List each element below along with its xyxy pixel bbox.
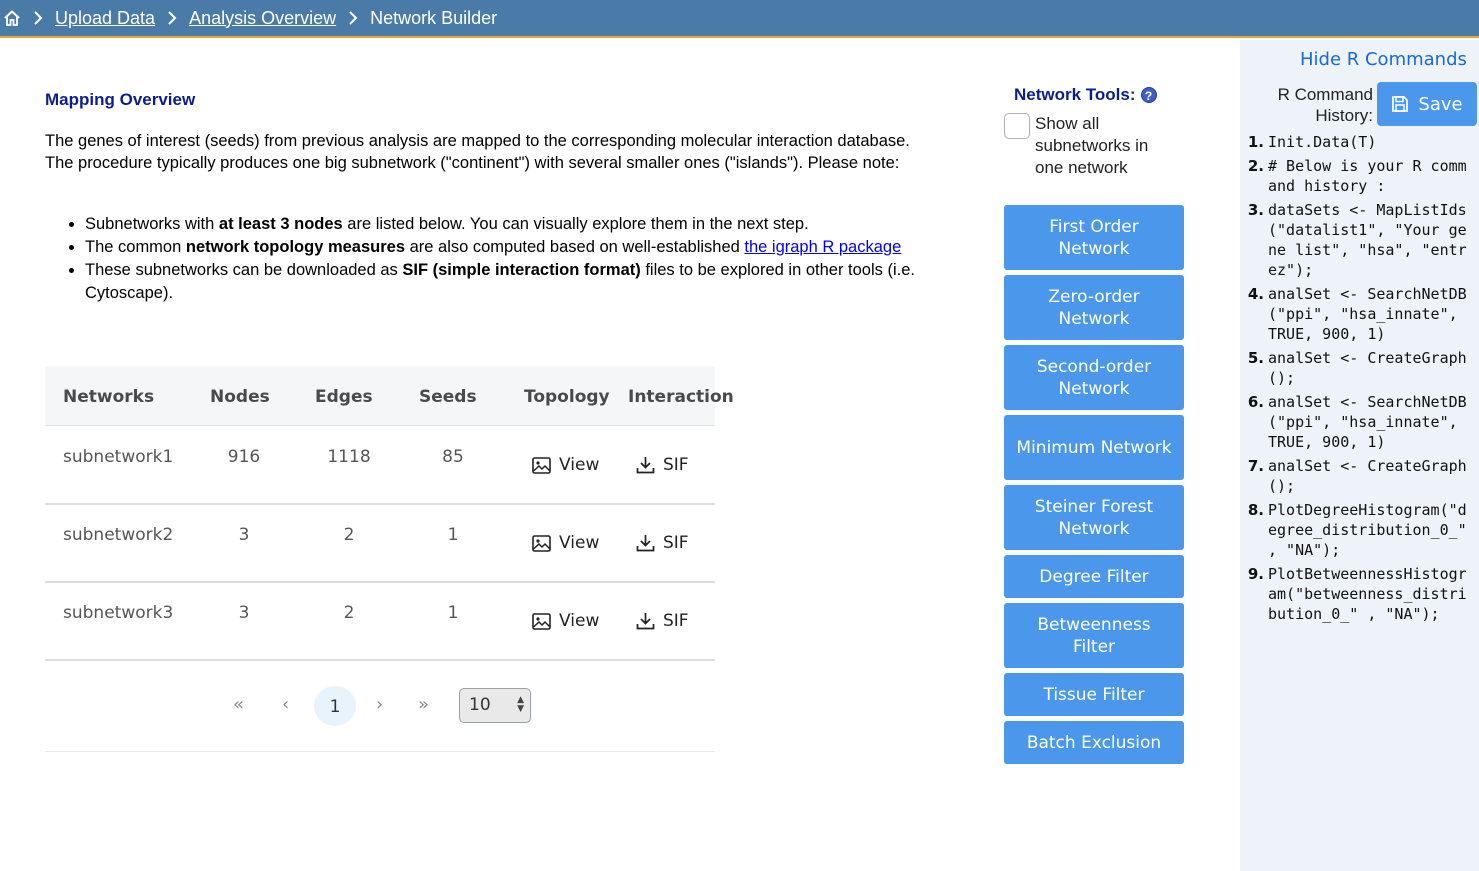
list-item: 6. analSet <- SearchNetDB("ppi", "hsa_innate", TRUE, 900, 1) [1242,392,1478,452]
page-size-select[interactable] [459,688,531,723]
download-icon [636,534,655,552]
text: are also computed based on well-established [405,238,745,256]
degree-filter-button[interactable]: Degree Filter [1004,555,1184,598]
tissue-filter-button[interactable]: Tissue Filter [1004,673,1184,716]
last-page-icon[interactable]: » [418,694,430,715]
sif-label: SIF [663,611,689,631]
steiner-forest-network-button[interactable]: Steiner Forest Network [1004,485,1184,550]
list-item [85,259,925,305]
text: files to be explored in other tools (i.e. Cytoscape). [85,261,915,302]
zero-order-network-button[interactable]: Zero-order Network [1004,275,1184,340]
r-command-panel [1240,40,1479,871]
list-item: 2. # Below is your R command history : [1242,156,1478,196]
chevron-right-icon [167,10,177,26]
show-all-checkbox[interactable] [1004,113,1030,139]
sif-download-button[interactable] [636,533,689,553]
text: are listed below. You can visually explore them in the next step. [342,215,809,233]
r-command: Init.Data(T) [1268,133,1377,151]
list-item [85,236,925,259]
second-order-network-button[interactable]: Second-order Network [1004,345,1184,410]
sif-download-button[interactable] [636,455,689,475]
breadcrumb-analysis-overview[interactable]: Analysis Overview [189,7,337,28]
r-command: analSet <- SearchNetDB("ppi", "hsa_innate", TRUE, 900, 1) [1268,285,1467,343]
list-item [85,213,925,236]
notes-list [85,213,925,305]
chevron-right-icon [33,10,43,26]
cell-seeds: 85 [442,447,464,467]
save-label: Save [1418,93,1463,115]
text: The common [85,238,186,256]
text-bold: SIF (simple interaction format) [402,261,641,279]
prev-page-icon[interactable]: ‹ [282,694,290,715]
network-tools-title [1014,85,1157,105]
cell-edges: 2 [343,603,355,623]
network-tools-label: Network Tools: [1014,85,1136,104]
subnetwork-table [45,366,734,752]
view-label: View [559,455,600,475]
batch-exclusion-button[interactable]: Batch Exclusion [1004,721,1184,764]
r-history-label: R Command History: [1277,85,1373,125]
image-icon [532,613,551,630]
list-item: 9. PlotBetweennessHistogram("betweenness_distribution_0_" , "NA"); [1242,564,1478,624]
r-command: analSet <- SearchNetDB("ppi", "hsa_innate", TRUE, 900, 1) [1268,393,1467,451]
select-arrows-icon: ▲ ▼ [517,695,524,714]
cell-network-name: subnetwork2 [63,525,174,545]
cell-network-name: subnetwork1 [63,447,174,467]
header-seeds[interactable]: Seeds [419,387,477,407]
page-size-value: 10 [469,695,491,715]
list-item: 4. analSet <- SearchNetDB("ppi", "hsa_innate", TRUE, 900, 1) [1242,284,1478,344]
header-networks[interactable]: Networks [63,387,155,407]
chevron-right-icon [348,10,358,26]
view-button[interactable] [532,533,599,553]
list-item: 7. analSet <- CreateGraph(); [1242,456,1478,496]
next-page-icon[interactable]: › [376,694,384,715]
header-interaction: Interaction [628,387,734,407]
text: These subnetworks can be downloaded as [85,261,403,279]
image-icon [532,535,551,552]
r-command: analSet <- CreateGraph(); [1268,349,1467,387]
home-icon[interactable] [3,9,21,27]
igraph-link[interactable]: the igraph R package [744,238,902,256]
view-label: View [559,611,600,631]
image-icon [532,457,551,474]
table-row [45,583,715,661]
cell-network-name: subnetwork3 [63,603,174,623]
cell-nodes: 916 [227,447,261,467]
header-edges[interactable]: Edges [315,387,373,407]
list-item: 5. analSet <- CreateGraph(); [1242,348,1478,388]
intro-paragraph: The genes of interest (seeds) from previous analysis are mapped to the corresponding molecular interaction database. The procedure typically produces one big subnetwork ("continent") with several smaller ones ("islands"). Please note: [45,132,910,172]
list-item: 1. Init.Data(T) [1242,132,1478,152]
help-icon[interactable]: ? [1141,87,1157,103]
cell-nodes: 3 [238,525,250,545]
view-label: View [559,533,600,553]
header-topology: Topology [524,387,610,407]
cell-nodes: 3 [238,603,250,623]
r-command: dataSets <- MapListIds("datalist1", "Your gene list", "hsa", "entrez"); [1268,201,1467,279]
download-icon [636,456,655,474]
r-command: analSet <- CreateGraph(); [1268,457,1467,495]
header-nodes[interactable]: Nodes [210,387,270,407]
table-header [45,366,734,426]
text-bold: at least 3 nodes [218,215,343,233]
save-icon [1391,95,1409,113]
view-button[interactable] [532,455,599,475]
sif-label: SIF [663,533,689,553]
sif-label: SIF [663,455,689,475]
betweenness-filter-button[interactable]: Betweenness Filter [1004,603,1184,668]
breadcrumb-network-builder: Network Builder [370,7,498,28]
section-title: Mapping Overview [45,90,196,109]
minimum-network-button[interactable]: Minimum Network [1004,415,1184,480]
view-button[interactable] [532,611,599,631]
r-command: PlotBetweennessHistogram("betweenness_distribution_0_" , "NA"); [1268,565,1467,623]
table-row [45,427,715,505]
cell-edges: 2 [343,525,355,545]
r-command-list [1242,132,1478,628]
cell-seeds: 1 [447,525,459,545]
current-page[interactable]: 1 [314,686,356,726]
cell-seeds: 1 [447,603,459,623]
hide-r-commands-link[interactable]: Hide R Commands [1300,49,1467,70]
breadcrumb [0,0,1479,38]
cell-edges: 1118 [327,447,371,467]
download-icon [636,612,655,630]
breadcrumb-upload-data[interactable]: Upload Data [55,7,156,28]
text: Subnetworks with [85,215,219,233]
r-command: # Below is your R command history : [1268,157,1467,195]
list-item: 8. PlotDegreeHistogram("degree_distribution_0_" , "NA"); [1247,501,1476,559]
list-item: 3. dataSets <- MapListIds("datalist1", "Your gene list", "hsa", "entrez"); [1242,200,1478,280]
sif-download-button[interactable] [636,611,689,631]
r-command: PlotDegreeHistogram("degree_distribution_0_" , "NA"); [1268,501,1476,559]
first-page-icon[interactable]: « [233,694,245,715]
text-bold: network topology measures [185,238,406,256]
pagination [45,686,715,726]
save-button[interactable] [1377,82,1477,126]
show-all-label: Show all subnetworks in one network [1035,114,1149,177]
table-row [45,505,715,583]
first-order-network-button[interactable]: First Order Network [1004,205,1184,270]
